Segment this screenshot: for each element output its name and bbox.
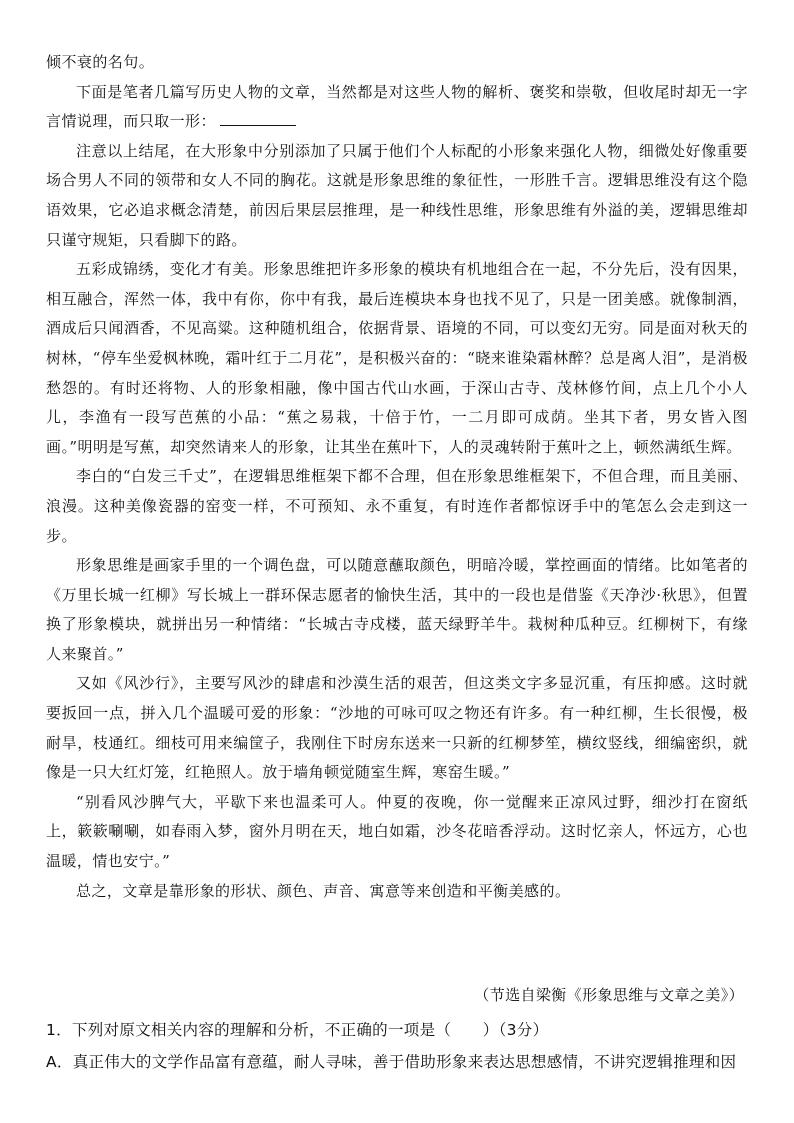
question-1-stem: 1．下列对原文相关内容的理解和分析，不正确的一项是（ ）（3分）: [46, 1021, 549, 1039]
paragraph-1-text: 下面是笔者几篇写历史人物的文章，当然都是对这些人物的解析、褒奖和崇敬，但收尾时却无一字言情说理，而只取一形：: [46, 82, 748, 131]
paragraph-3: 五彩成锦绣，变化才有美。形象思维把许多形象的模块有机地组合在一起，不分先后，没有因果，相互融合，浑然一体，我中有你，你中有我，最后连模块本身也找不见了，只是一团美感。就像制酒，酒成后只闻酒香，不见高粱。这种随机组合，依据背景、语境的不同，可以变幻无穷。同是面对秋天的树林，“停车坐爱枫林晚，霜叶红于二月花”，是积极兴奋的：“晓来谁染霜林醉？总是离人泪”，是消极愁怨的。有时还将物、人的形象相融，像中国古代山水画，于深山古寺、茂林修竹间，点上几个小人儿，李渔有一段写芭蕉的小品：“蕉之易栽，十倍于竹，一二月即可成荫。坐其下者，男女皆入图画。”明明是写蕉，却突然请来人的形象，让其坐在蕉叶下，人的灵魂转附于蕉叶之上，顿然满纸生辉。: [46, 260, 748, 456]
paragraph-4: 李白的“白发三千丈”，在逻辑思维框架下都不合理，但在形象思维框架下，不但合理，而且美丽、浪漫。这种美像瓷器的窑变一样，不可预知、永不重复，有时连作者都惊讶手中的笔怎么会走到这一步。: [46, 467, 748, 545]
paragraph-1: [46, 78, 748, 137]
paragraph-6: 又如《风沙行》，主要写风沙的肆虐和沙漠生活的艰苦，但这类文字多显沉重，有压抑感。这时就要扳回一点，拼入几个温暖可爱的形象：“沙地的可咏可叹之物还有许多。有一种红柳，生长很慢，极耐旱，枝通红。细枝可用来编筐子，我刚住下时房东送来一只新的红柳梦笙，横纹竖线，细编密织，就像是一只大红灯笼，红艳照人。放于墙角顿觉随室生辉，寒窑生暖。”: [46, 674, 748, 782]
paragraph-5: 形象思维是画家手里的一个调色盘，可以随意蘸取颜色，明暗冷暖，掌控画面的情绪。比如笔者的《万里长城一红柳》写长城上一群环保志愿者的愉快生活，其中的一段也是借鉴《天净沙·秋思》，但置换了形象模块，就拼出另一种情绪：“长城古寺戍楼，蓝天绿野羊牛。栽树种瓜种豆。红柳树下，有缘人来聚首。”: [46, 556, 748, 663]
source-citation: （节选自梁衡《形象思维与文章之美》）: [474, 986, 744, 1004]
reading-passage: [46, 48, 748, 906]
paragraph-7: “别看风沙脾气大，平歇下来也温柔可人。仲夏的夜晚，你一觉醒来正凉风过野，细沙打在窗纸上，簌簌唰唰，如春雨入梦，窗外月明在天，地白如霜，沙冬花暗香浮动。这时忆亲人，怀远方，心也温暖，情也安宁。”: [46, 792, 748, 871]
question-1-option-a: A．真正伟大的文学作品富有意蕴，耐人寻味，善于借助形象来表达思想感情，不讲究逻辑推理和因: [46, 1053, 737, 1071]
paragraph-8: 总之，文章是靠形象的形状、颜色、声音、寓意等来创造和平衡美感的。: [76, 881, 571, 900]
paragraph-0: 倾不衰的名句。: [46, 53, 155, 71]
fill-in-blank-line: [220, 110, 296, 126]
paragraph-2: 注意以上结尾，在大形象中分别添加了只属于他们个人标配的小形象来强化人物，细微处好像重要场合男人不同的领带和女人不同的胸花。这就是形象思维的象征性，一形胜千言。逻辑思维没有这个隐语效果，它必追求概念清楚，前因后果层层推理，是一种线性思维，形象思维有外溢的美，逻辑思维却只谨守规矩，只看脚下的路。: [46, 141, 748, 249]
